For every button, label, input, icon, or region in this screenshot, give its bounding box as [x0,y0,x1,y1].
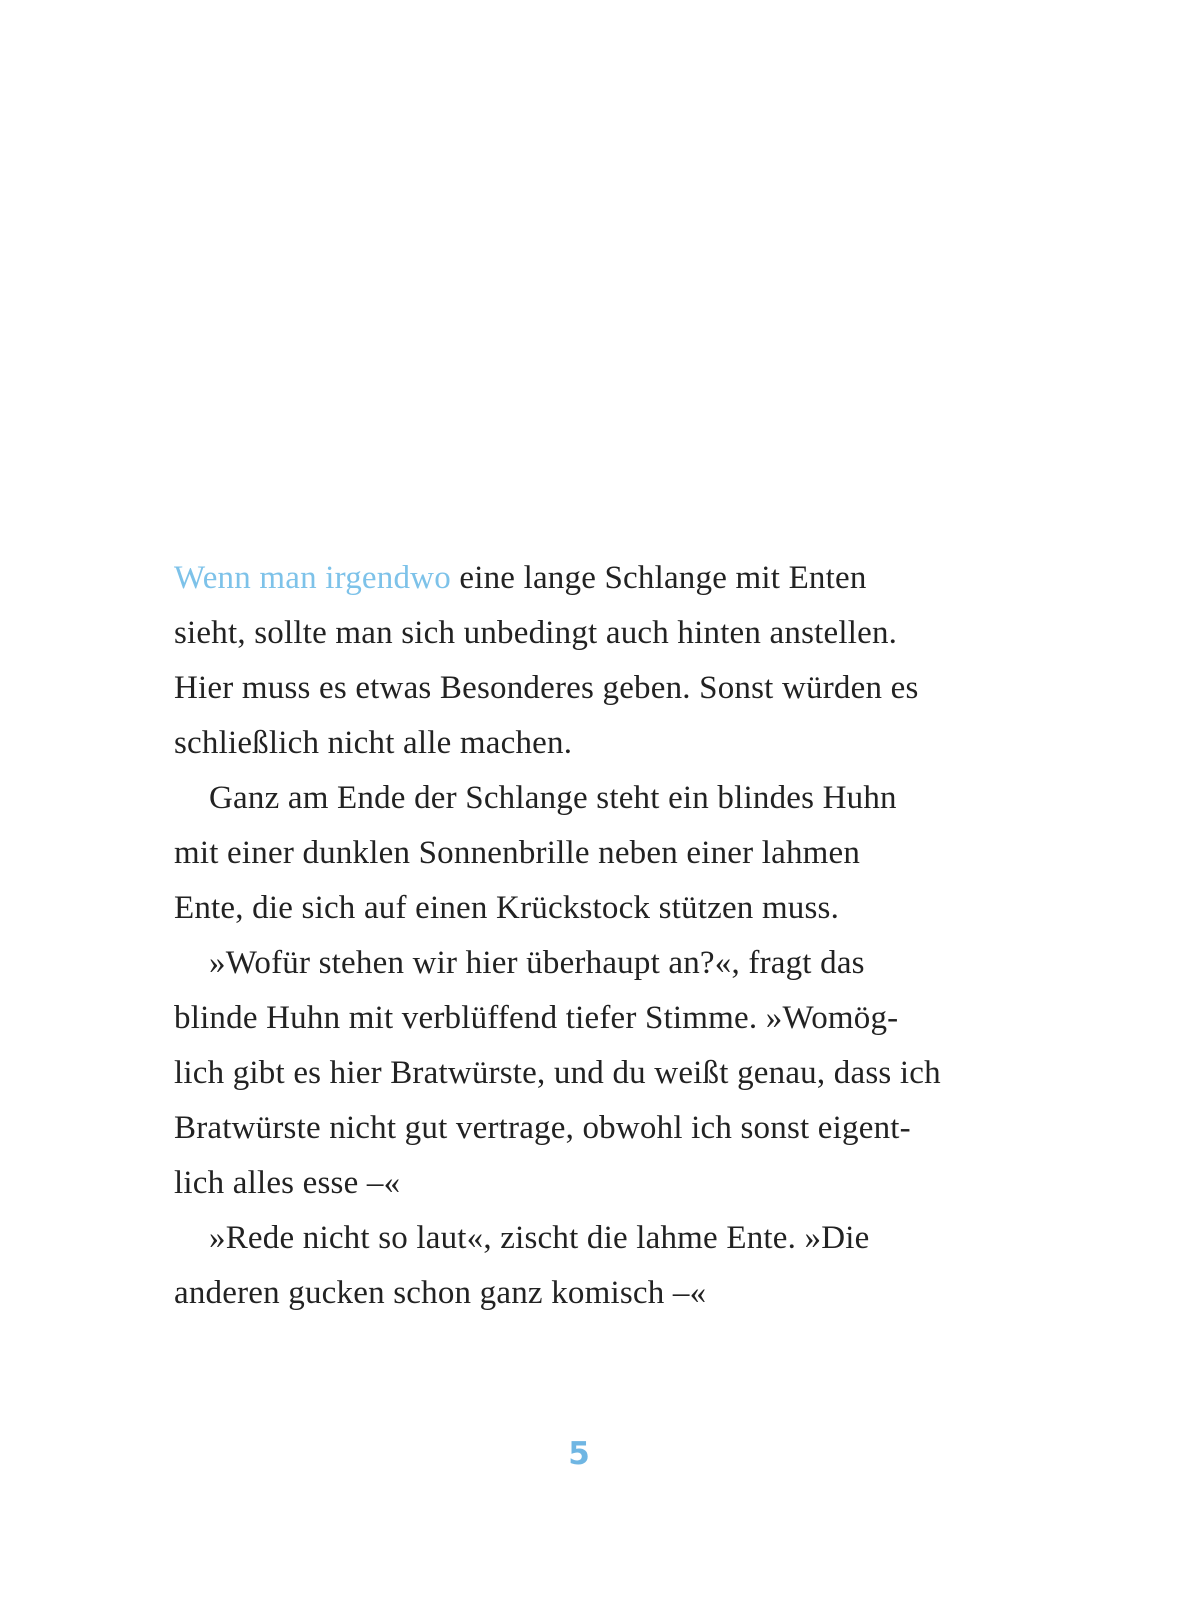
chapter-opening-phrase: Wenn man irgendwo [174,560,451,596]
paragraph: »Wofür stehen wir hier überhaupt an?«, fragt das blinde Huhn mit verblüffend tiefer Stimme. »Womög- lich gibt es hier Bratwürste, und du weißt genau, dass ich Bratwürste nicht gut vertrage, obwohl ich sonst eigent- lich alles esse –« [174,945,941,1201]
page-number: 5 [568,1436,590,1472]
paragraph: Wenn man irgendwo eine lange Schlange mit Enten sieht, sollte man sich unbedingt auch hinten anstellen. Hier muss es etwas Besonderes geben. Sonst würden es schließlich nicht alle machen. [174,560,919,761]
paragraph: Ganz am Ende der Schlange steht ein blindes Huhn mit einer dunklen Sonnenbrille neben einer lahmen Ente, die sich auf einen Krückstock stützen muss. [174,780,897,926]
body-text [174,551,984,1321]
paragraph: »Rede nicht so laut«, zischt die lahme Ente. »Die anderen gucken schon ganz komisch –« [174,1220,870,1311]
